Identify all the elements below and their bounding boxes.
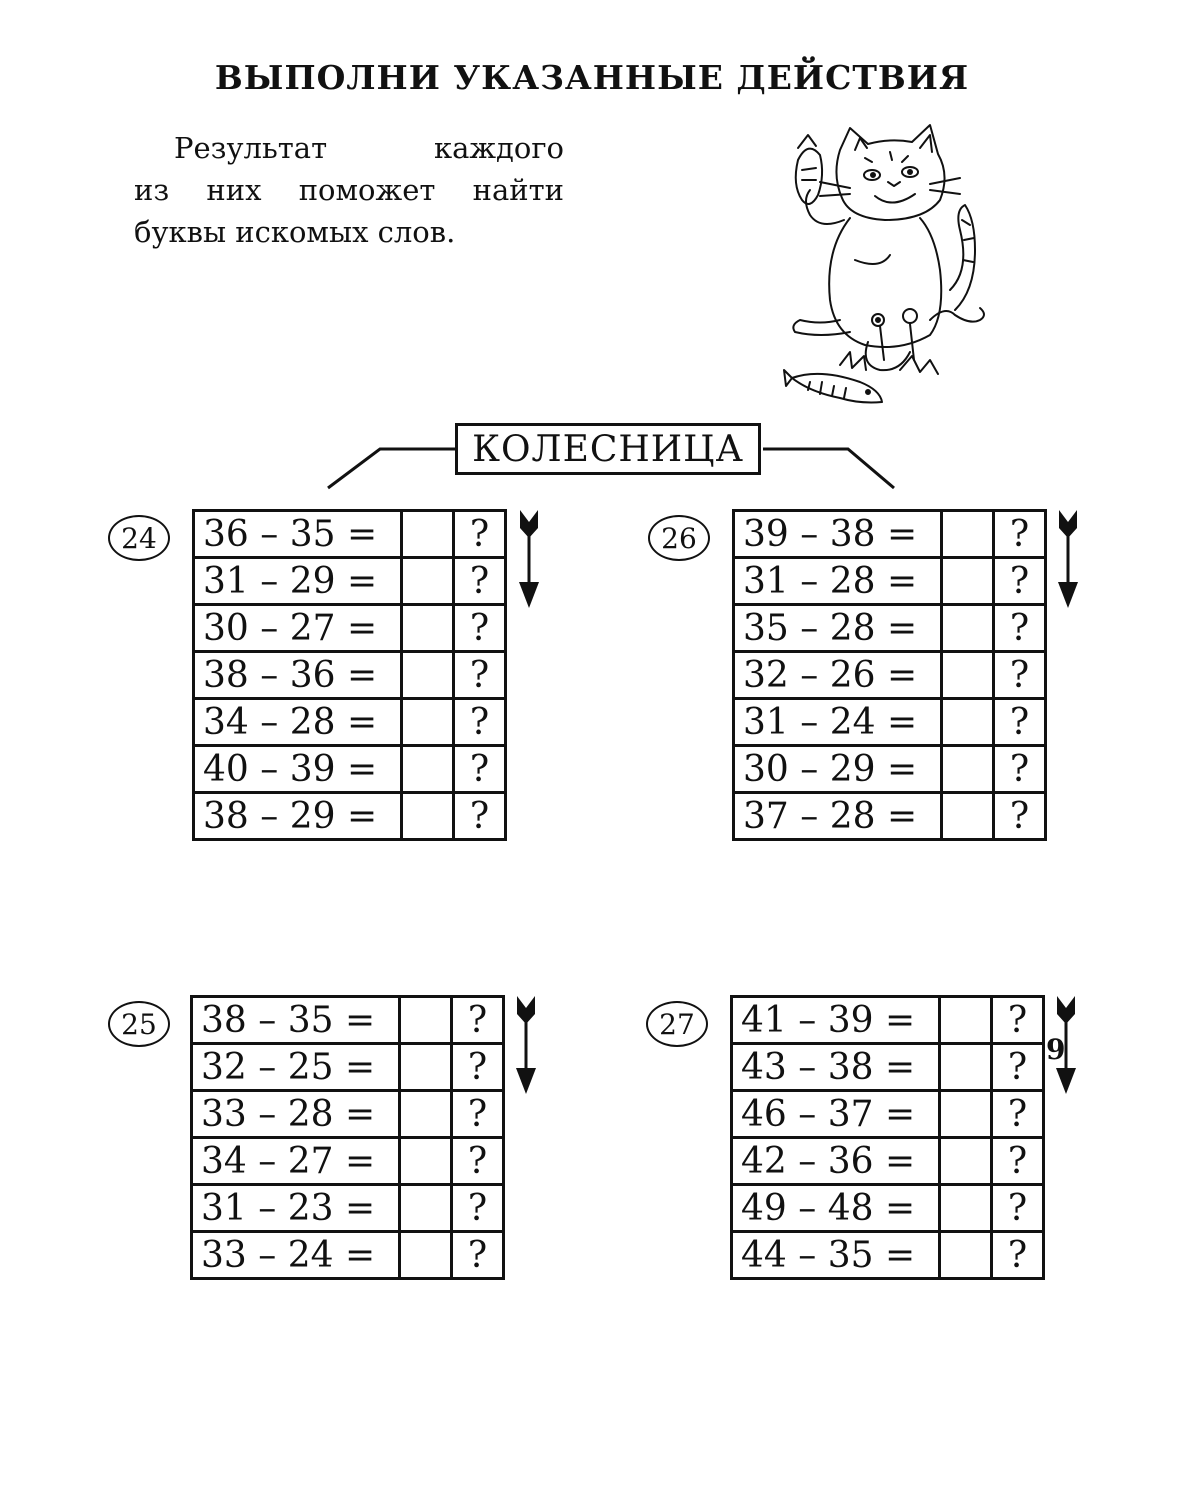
expression-cell: 44 – 35 = [732, 1232, 940, 1279]
letter-cell: ? [992, 1232, 1044, 1279]
letter-cell: ? [992, 1138, 1044, 1185]
answer-cell[interactable] [940, 997, 992, 1044]
expression-cell: 30 – 27 = [194, 605, 402, 652]
exercise-25-table [190, 995, 505, 1280]
expression-cell: 35 – 28 = [734, 605, 942, 652]
exercise-row [192, 997, 504, 1044]
expression-cell: 30 – 29 = [734, 746, 942, 793]
expression-cell: 32 – 26 = [734, 652, 942, 699]
answer-cell[interactable] [402, 652, 454, 699]
letter-cell: ? [454, 793, 506, 840]
exercise-row [732, 1044, 1044, 1091]
exercise-row [192, 1138, 504, 1185]
exercise-row [732, 1185, 1044, 1232]
expression-cell: 36 – 35 = [194, 511, 402, 558]
exercise-row [194, 558, 506, 605]
letter-cell: ? [992, 1185, 1044, 1232]
expression-cell: 38 – 29 = [194, 793, 402, 840]
letter-cell: ? [994, 746, 1046, 793]
down-arrow-icon [515, 508, 543, 608]
answer-cell[interactable] [400, 1091, 452, 1138]
exercise-row [192, 1044, 504, 1091]
exercise-row [734, 699, 1046, 746]
exercise-row [192, 1185, 504, 1232]
expression-cell: 33 – 28 = [192, 1091, 400, 1138]
expression-cell: 46 – 37 = [732, 1091, 940, 1138]
answer-cell[interactable] [942, 746, 994, 793]
letter-cell: ? [452, 997, 504, 1044]
expression-cell: 34 – 28 = [194, 699, 402, 746]
letter-cell: ? [994, 793, 1046, 840]
expression-cell: 37 – 28 = [734, 793, 942, 840]
exercise-row [734, 793, 1046, 840]
expression-cell: 38 – 36 = [194, 652, 402, 699]
expression-cell: 40 – 39 = [194, 746, 402, 793]
expression-cell: 33 – 24 = [192, 1232, 400, 1279]
exercise-row [734, 558, 1046, 605]
answer-cell[interactable] [940, 1232, 992, 1279]
letter-cell: ? [452, 1091, 504, 1138]
answer-cell[interactable] [940, 1091, 992, 1138]
letter-cell: ? [454, 605, 506, 652]
answer-cell[interactable] [942, 605, 994, 652]
letter-cell: ? [994, 511, 1046, 558]
exercise-row [732, 1232, 1044, 1279]
exercise-row [194, 746, 506, 793]
expression-cell: 49 – 48 = [732, 1185, 940, 1232]
heading-word-box: КОЛЕСНИЦА [455, 423, 761, 475]
letter-cell: ? [992, 1091, 1044, 1138]
expression-cell: 31 – 23 = [192, 1185, 400, 1232]
letter-cell: ? [454, 652, 506, 699]
answer-cell[interactable] [400, 997, 452, 1044]
answer-cell[interactable] [940, 1138, 992, 1185]
instructions [134, 127, 564, 253]
answer-cell[interactable] [400, 1138, 452, 1185]
expression-cell: 31 – 28 = [734, 558, 942, 605]
expression-cell: 39 – 38 = [734, 511, 942, 558]
exercise-row [194, 699, 506, 746]
exercise-row [194, 605, 506, 652]
expression-cell: 38 – 35 = [192, 997, 400, 1044]
answer-cell[interactable] [402, 605, 454, 652]
answer-cell[interactable] [940, 1044, 992, 1091]
exercise-27-table [730, 995, 1045, 1280]
exercise-row [732, 997, 1044, 1044]
answer-cell[interactable] [942, 793, 994, 840]
exercise-24-table [192, 509, 507, 841]
exercise-row [734, 652, 1046, 699]
expression-cell: 31 – 24 = [734, 699, 942, 746]
answer-cell[interactable] [400, 1185, 452, 1232]
letter-cell: ? [454, 558, 506, 605]
letter-cell: ? [454, 511, 506, 558]
exercise-row [192, 1091, 504, 1138]
answer-cell[interactable] [942, 699, 994, 746]
expression-cell: 31 – 29 = [194, 558, 402, 605]
cat-with-fish-illustration [780, 120, 990, 420]
letter-cell: ? [994, 652, 1046, 699]
instructions-line-2: из них поможет найти [134, 173, 564, 207]
expression-cell: 42 – 36 = [732, 1138, 940, 1185]
answer-cell[interactable] [402, 793, 454, 840]
exercise-number-25: 25 [108, 1001, 170, 1047]
expression-cell: 32 – 25 = [192, 1044, 400, 1091]
letter-cell: ? [994, 699, 1046, 746]
letter-cell: ? [454, 746, 506, 793]
answer-cell[interactable] [400, 1044, 452, 1091]
page-number: 9 [1046, 1033, 1066, 1066]
exercise-number-27: 27 [646, 1001, 708, 1047]
expression-cell: 41 – 39 = [732, 997, 940, 1044]
answer-cell[interactable] [402, 511, 454, 558]
letter-cell: ? [992, 1044, 1044, 1091]
letter-cell: ? [452, 1138, 504, 1185]
exercise-row [734, 605, 1046, 652]
letter-cell: ? [452, 1044, 504, 1091]
letter-cell: ? [454, 699, 506, 746]
instructions-line-1: Результат каждого [174, 131, 564, 165]
exercise-row [732, 1138, 1044, 1185]
instructions-line-3: буквы искомых слов. [134, 215, 456, 249]
exercise-row [734, 511, 1046, 558]
answer-cell[interactable] [942, 558, 994, 605]
answer-cell[interactable] [402, 558, 454, 605]
exercise-row [732, 1091, 1044, 1138]
letter-cell: ? [994, 605, 1046, 652]
exercise-row [734, 746, 1046, 793]
exercise-number-26: 26 [648, 515, 710, 561]
answer-cell[interactable] [402, 699, 454, 746]
exercise-row [194, 652, 506, 699]
answer-cell[interactable] [402, 746, 454, 793]
letter-cell: ? [992, 997, 1044, 1044]
expression-cell: 43 – 38 = [732, 1044, 940, 1091]
answer-cell[interactable] [942, 511, 994, 558]
exercise-row [192, 1232, 504, 1279]
down-arrow-icon [1054, 508, 1082, 608]
answer-cell[interactable] [942, 652, 994, 699]
expression-cell: 34 – 27 = [192, 1138, 400, 1185]
answer-cell[interactable] [400, 1232, 452, 1279]
exercise-number-24: 24 [108, 515, 170, 561]
letter-cell: ? [452, 1185, 504, 1232]
page-title: ВЫПОЛНИ УКАЗАННЫЕ ДЕЙСТВИЯ [214, 58, 970, 97]
letter-cell: ? [452, 1232, 504, 1279]
letter-cell: ? [994, 558, 1046, 605]
exercise-row [194, 793, 506, 840]
exercise-26-table [732, 509, 1047, 841]
exercise-row [194, 511, 506, 558]
down-arrow-icon [512, 994, 540, 1094]
answer-cell[interactable] [940, 1185, 992, 1232]
